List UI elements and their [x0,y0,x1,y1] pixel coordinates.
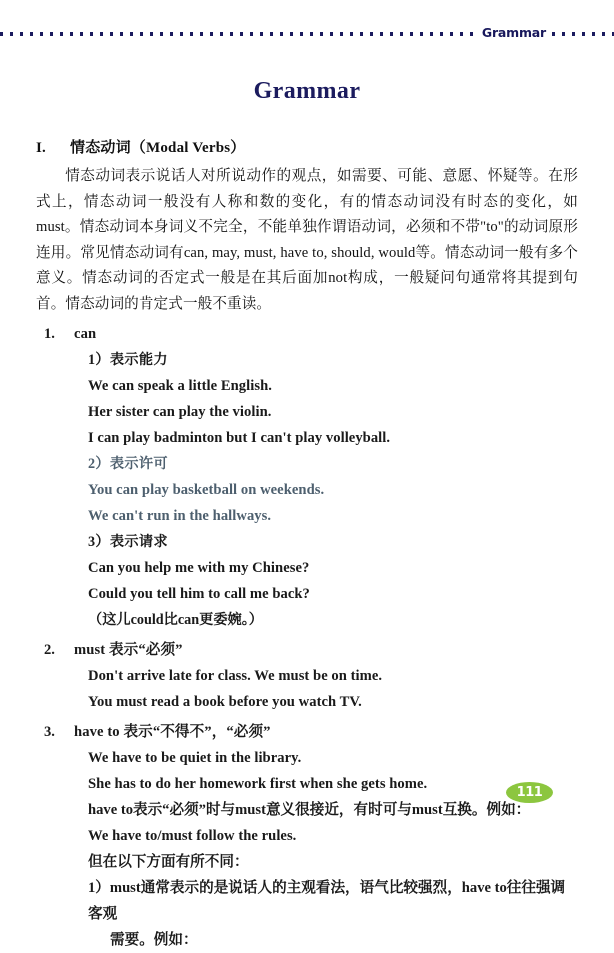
section-intro-paragraph: 情态动词表示说话人对所说动作的观点，如需要、可能、意愿、怀疑等。在形式上，情态动词一般没有人称和数的变化，有的情态动词没有时态的变化，如must。情态动词本身词义不完全，不能单独作谓语动词，必须和不带"to"的动词原形连用。常见情态动词有can, may, must, have to, should, would等。情态动词一般有多个意义。情态动词的否定式一般是在其后面加not构成，一般疑问句通常将其提到句首。情态动词的肯定式一般不重读。 [36,168,578,312]
list-item-title: can [74,326,97,342]
list-item-title: must 表示“必须” [74,642,183,658]
example-sentence: I can play badminton but I can't play volleyball. [88,430,391,446]
usage-note: 但在以下方面有所不同： [88,854,249,870]
list-item-marker: 3. [44,724,55,740]
closing-note [74,875,578,953]
list-item-marker: 2. [44,642,55,658]
list-item-marker: 1. [44,326,55,342]
example-sentence: We can't run in the hallways. [88,508,272,524]
document-body [36,136,578,953]
section-heading [36,136,578,157]
example-sentence: She has to do her homework first when she gets home. [88,776,428,792]
page-number-badge: 111 [506,782,553,803]
list-item-title: have to 表示“不得不”，“必须” [74,724,271,740]
sub-group-heading: 2）表示许可 [88,456,168,472]
modal-verb-list [36,321,578,953]
running-header-title: Grammar [481,24,546,40]
example-sentence: We have to/must follow the rules. [88,828,297,844]
closing-note-marker: 1） [88,880,110,896]
list-item [36,637,578,715]
list-item [36,719,578,953]
section-numeral: I. [36,140,46,156]
running-header [0,22,614,44]
example-sentence: Can you help me with my Chinese? [88,560,310,576]
header-dotted-rule-left [0,32,475,36]
example-sentence: We can speak a little English. [88,378,272,394]
example-sentence: Her sister can play the violin. [88,404,272,420]
usage-note: （这儿could比can更委婉。） [88,612,263,628]
example-sentence: You can play basketball on weekends. [88,482,325,498]
example-sentence: Could you tell him to call me back? [88,586,310,602]
section-heading-text: 情态动词（Modal Verbs） [70,140,246,156]
page-title: Grammar [253,78,361,104]
usage-note: have to表示“必须”时与must意义很接近，有时可与must互换。例如： [88,802,531,818]
example-sentence: We have to be quiet in the library. [88,750,302,766]
list-item [36,321,578,633]
closing-note-line-2: 需要。例如： [110,932,198,948]
sub-group-heading: 3）表示请求 [88,534,168,550]
sub-group-heading: 1）表示能力 [88,352,168,368]
closing-note-line-1: must通常表示的是说话人的主观看法，语气比较强烈，have to往往强调客观 [88,880,566,922]
header-dotted-rule-right [552,32,614,36]
example-sentence: Don't arrive late for class. We must be on time. [88,668,383,684]
example-sentence: You must read a book before you watch TV. [88,694,362,710]
